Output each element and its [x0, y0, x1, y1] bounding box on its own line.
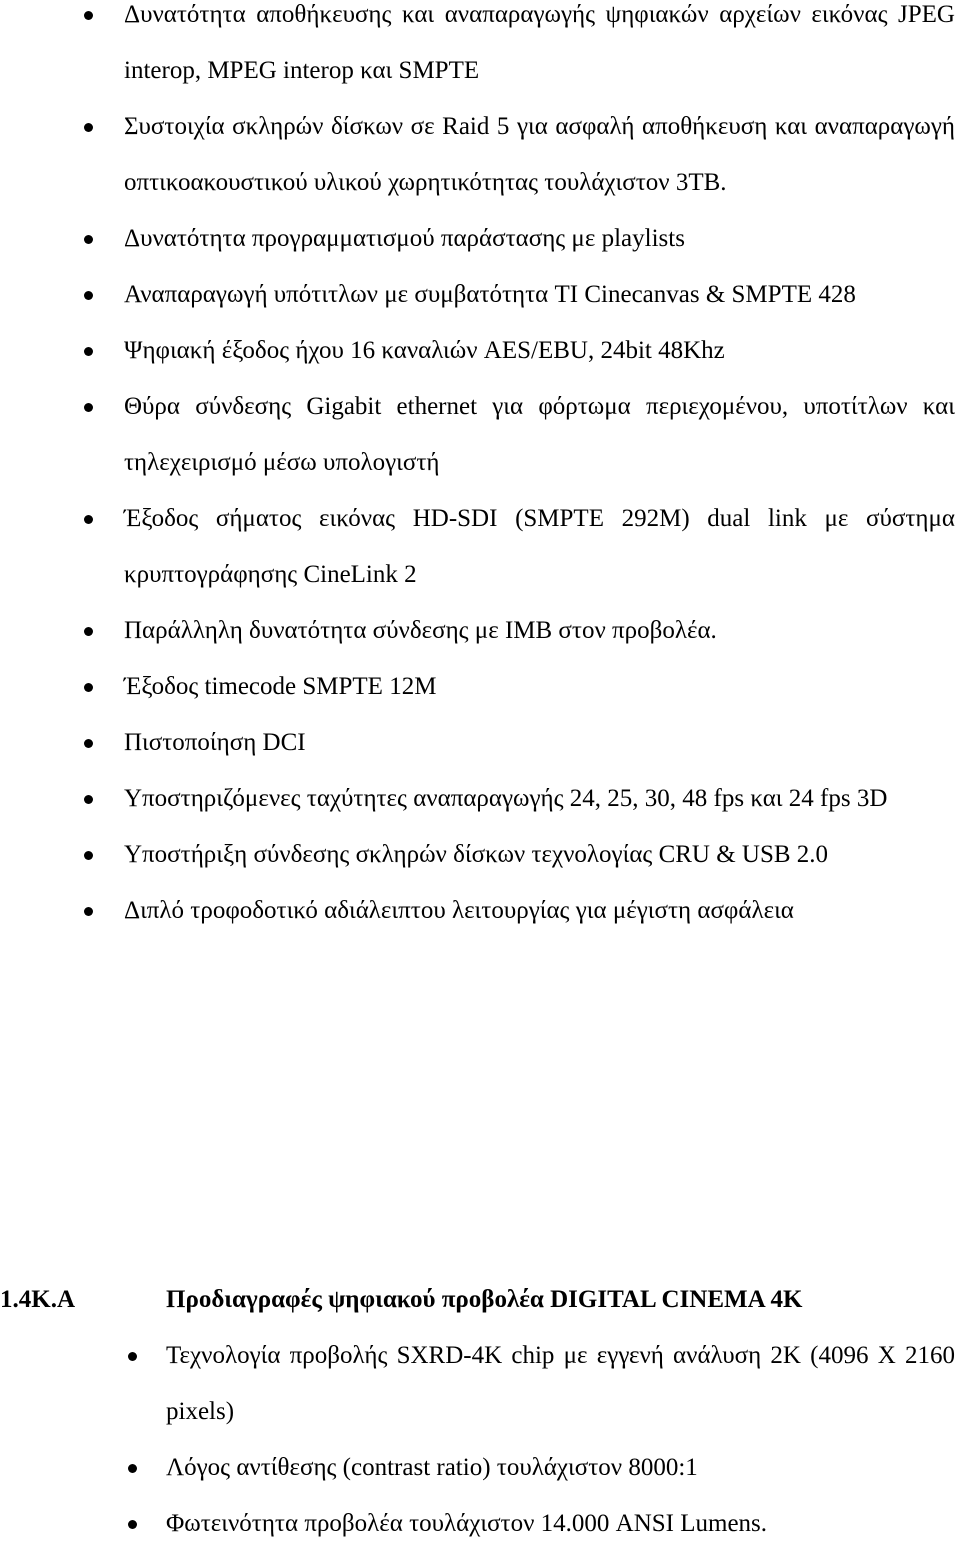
list-item-text: Υποστηριζόμενες ταχύτητες αναπαραγωγής 24, 25, 30, 48 fps και 24 fps 3D [124, 785, 888, 812]
list-item-text: Υποστήριξη σύνδεσης σκληρών δίσκων τεχνολογίας CRU & USB 2.0 [124, 841, 829, 868]
list-item-text: Θύρα σύνδεσης Gigabit ethernet για φόρτωμα περιεχομένου, υποτίτλων και τηλεχειρισμό μέσω υπολογιστή [124, 393, 955, 476]
list-item [166, 1328, 955, 1440]
bullet-icon [84, 515, 93, 524]
bullet-icon [84, 795, 93, 804]
list-item [124, 659, 955, 715]
bullet-icon [84, 123, 93, 132]
list-item [124, 323, 955, 379]
list-item-text: Ψηφιακή έξοδος ήχου 16 καναλιών AES/EBU, 24bit 48Khz [124, 337, 725, 364]
bullet-icon [128, 1464, 137, 1473]
list-item-text: Τεχνολογία προβολής SXRD-4K chip με εγγενή ανάλυση 2K (4096 X 2160 pixels) [166, 1342, 955, 1425]
list-item [166, 1440, 955, 1496]
bullet-icon [84, 291, 93, 300]
list-item [124, 771, 955, 827]
list-item-text: Φωτεινότητα προβολέα τουλάχιστον 14.000 ANSI Lumens. [166, 1510, 768, 1537]
list-item [124, 0, 955, 99]
list-item-text: Δυνατότητα προγραμματισμού παράστασης με playlists [124, 225, 685, 252]
list-item [124, 211, 955, 267]
list-item [124, 827, 955, 883]
bullet-icon [84, 851, 93, 860]
list-item [124, 603, 955, 659]
bullet-icon [84, 403, 93, 412]
bullet-icon [84, 347, 93, 356]
section-heading [0, 1272, 960, 1328]
bullet-icon [84, 235, 93, 244]
bullet-icon [84, 907, 93, 916]
list-item-text: Λόγος αντίθεσης (contrast ratio) τουλάχιστον 8000:1 [166, 1454, 698, 1481]
bullet-icon [84, 11, 93, 20]
list-item [124, 715, 955, 771]
specification-list-player [124, 0, 955, 939]
list-item-text: Διπλό τροφοδοτικό αδιάλειπτου λειτουργίας για μέγιστη ασφάλεια [124, 897, 794, 924]
list-item-text: Αναπαραγωγή υπότιτλων με συμβατότητα TI Cinecanvas & SMPTE 428 [124, 281, 856, 308]
list-item-text: Δυνατότητα αποθήκευσης και αναπαραγωγής ψηφιακών αρχείων εικόνας JPEG interop, MPEG interop και SMPTE [124, 1, 955, 84]
list-item [124, 491, 955, 603]
bullet-icon [128, 1352, 137, 1361]
list-item-text: Έξοδος timecode SMPTE 12M [124, 673, 437, 700]
list-item [124, 267, 955, 323]
list-item [124, 883, 955, 939]
specification-list-projector [166, 1328, 955, 1552]
list-item [124, 99, 955, 211]
list-item [124, 379, 955, 491]
list-item-text: Παράλληλη δυνατότητα σύνδεσης με IMB στον προβολέα. [124, 617, 717, 644]
section-title: Προδιαγραφές ψηφιακού προβολέα DIGITAL CINEMA 4K [166, 1286, 803, 1313]
list-item-text: Συστοιχία σκληρών δίσκων σε Raid 5 για ασφαλή αποθήκευση και αναπαραγωγή οπτικοακουστικού υλικού χωρητικότητας τουλάχιστον 3TB. [124, 113, 955, 196]
section-number: 1.4K.A [0, 1286, 75, 1313]
list-item-text: Έξοδος σήματος εικόνας HD-SDI (SMPTE 292M) dual link με σύστημα κρυπτογράφησης CineLink 2 [124, 505, 955, 588]
bullet-icon [84, 627, 93, 636]
list-item-text: Πιστοποίηση DCI [124, 729, 306, 756]
bullet-icon [128, 1520, 137, 1529]
bullet-icon [84, 683, 93, 692]
bullet-icon [84, 739, 93, 748]
